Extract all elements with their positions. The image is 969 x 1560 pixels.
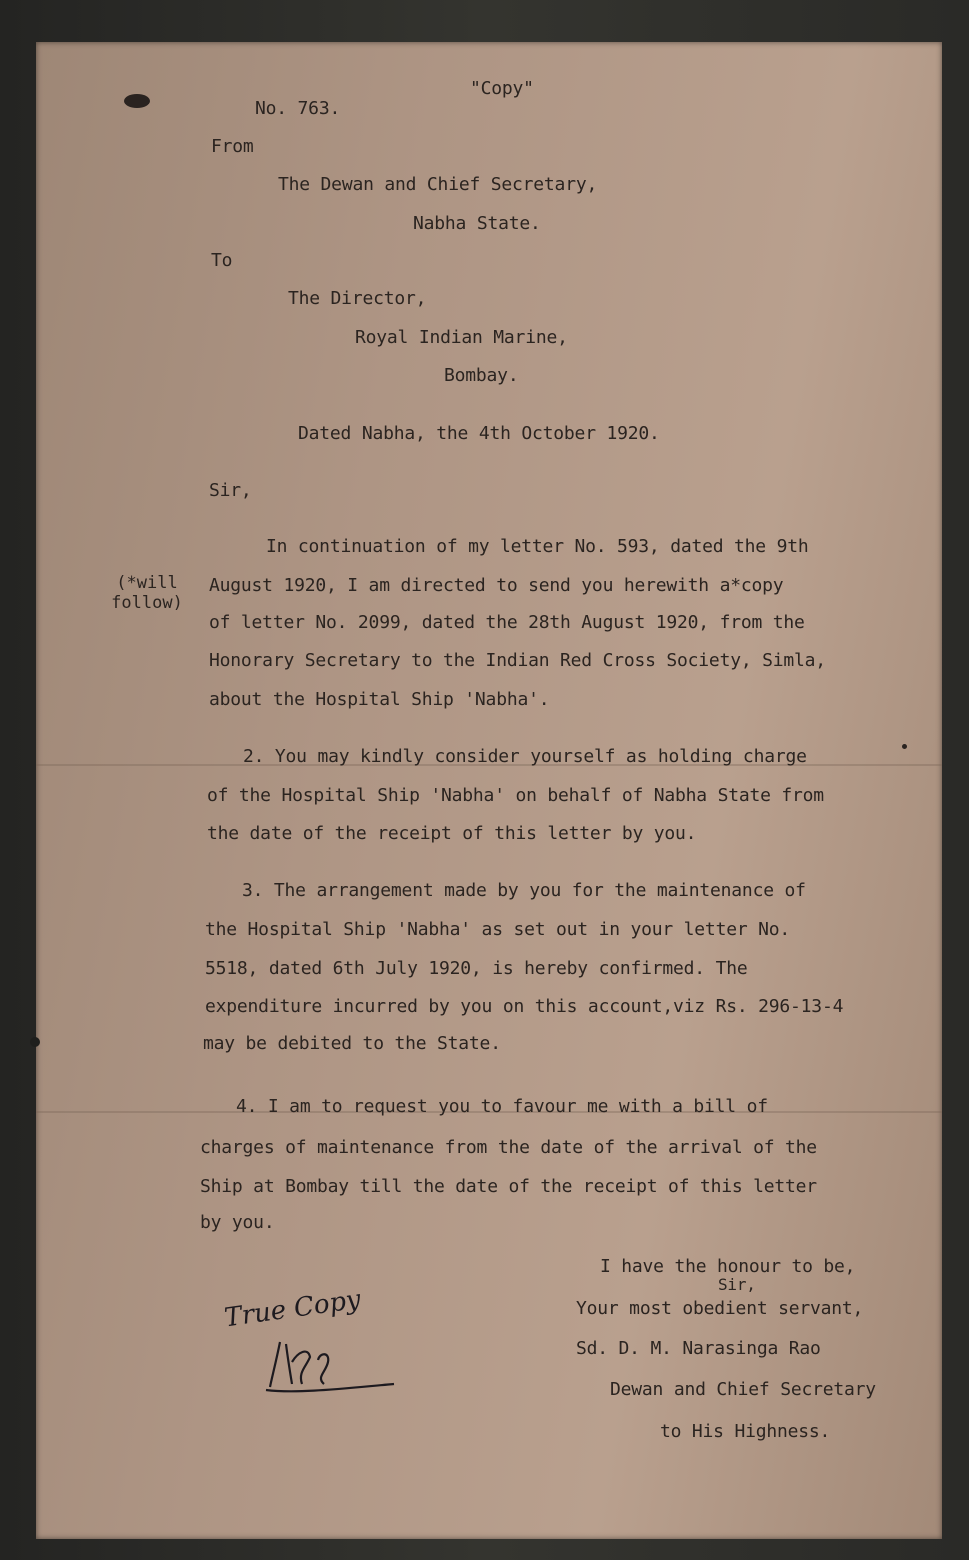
paragraph-line: about the Hospital Ship 'Nabha'. (209, 689, 550, 710)
signatory-title-2: to His Highness. (660, 1421, 831, 1442)
recipient-office: Royal Indian Marine, (355, 327, 568, 348)
paragraph-line: by you. (200, 1212, 275, 1233)
paragraph-line: 4. I am to request you to favour me with a bill of (236, 1096, 768, 1117)
handwritten-initials (258, 1332, 398, 1402)
ink-dot (902, 744, 907, 749)
paragraph-line: may be debited to the State. (203, 1033, 501, 1054)
salutation: Sir, (209, 480, 252, 501)
paragraph-line: In continuation of my letter No. 593, dated the 9th (266, 536, 809, 557)
recipient-city: Bombay. (444, 365, 519, 386)
sender-title: The Dewan and Chief Secretary, (278, 174, 598, 195)
closing-sir: Sir, (718, 1275, 756, 1294)
paragraph-line: of the Hospital Ship 'Nabha' on behalf of Nabha State from (207, 785, 824, 806)
to-label: To (211, 250, 233, 271)
letter-number: No. 763. (255, 98, 341, 119)
paragraph-line: 2. You may kindly consider yourself as holding charge (243, 746, 807, 767)
handwritten-true-copy: True Copy (222, 1284, 363, 1334)
recipient-title: The Director, (288, 288, 427, 309)
margin-note: (*will follow) (111, 573, 183, 613)
paragraph-line: the Hospital Ship 'Nabha' as set out in your letter No. (205, 919, 791, 940)
paragraph-line: August 1920, I am directed to send you herewith a*copy (209, 575, 784, 596)
signatory-title: Dewan and Chief Secretary (610, 1379, 876, 1400)
paragraph-line: of letter No. 2099, dated the 28th August 1920, from the (209, 612, 805, 633)
paragraph-line: the date of the receipt of this letter by you. (207, 823, 697, 844)
paragraph-line: expenditure incurred by you on this account,viz Rs. 296-13-4 (205, 996, 844, 1017)
paragraph-line: 3. The arrangement made by you for the maintenance of (242, 880, 806, 901)
sender-state: Nabha State. (413, 213, 541, 234)
closing-honour: I have the honour to be, (600, 1256, 856, 1277)
letter-date: Dated Nabha, the 4th October 1920. (298, 423, 660, 444)
letter-page (36, 42, 942, 1539)
closing-servant: Your most obedient servant, (576, 1298, 864, 1319)
ink-blot (124, 94, 150, 108)
paragraph-line: charges of maintenance from the date of the arrival of the (200, 1137, 817, 1158)
signatory-name: Sd. D. M. Narasinga Rao (576, 1338, 821, 1359)
paragraph-line: Honorary Secretary to the Indian Red Cross Society, Simla, (209, 650, 826, 671)
punch-hole (30, 1037, 40, 1047)
from-label: From (211, 136, 254, 157)
paragraph-line: 5518, dated 6th July 1920, is hereby confirmed. The (205, 958, 748, 979)
paragraph-line: Ship at Bombay till the date of the receipt of this letter (200, 1176, 817, 1197)
copy-mark: "Copy" (470, 78, 534, 99)
